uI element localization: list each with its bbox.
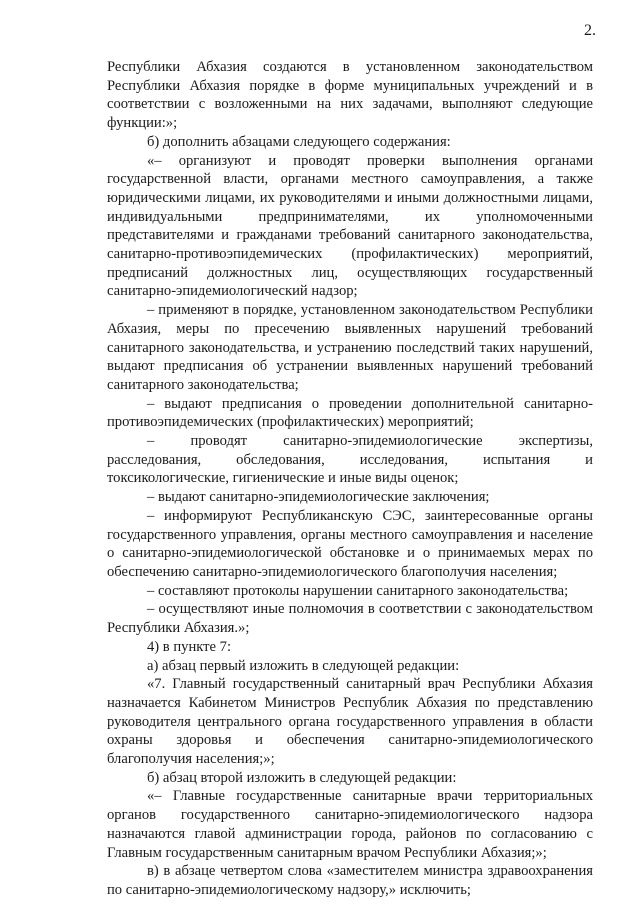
- paragraph: – проводят санитарно-эпидемиологические экспертизы, расследования, обследования, исследования, испытания и токсикологические, гигиенические и иные виды оценок;: [107, 433, 593, 487]
- paragraph: – информируют Республиканскую СЭС, заинтересованные органы государственного управления, органы местного самоуправления и население о санитарно-эпидемиологической обстановке и о принимаемых мерах по обеспечению санитарно-эпидемиологического благополучия населения;: [107, 507, 593, 580]
- paragraph: б) абзац второй изложить в следующей редакции:: [147, 769, 457, 786]
- paragraph: а) абзац первый изложить в следующей редакции:: [147, 657, 460, 674]
- paragraph: 4) в пункте 7:: [147, 638, 232, 655]
- paragraph: – составляют протоколы нарушении санитарного законодательства;: [147, 582, 569, 599]
- paragraph: «– Главные государственные санитарные врачи территориальных органов государственного санитарно-эпидемиологического надзора назначаются главой администрации города, районов по согласованию с Главным государственным санитарным врачом Республики Абхазия;»;: [107, 788, 593, 861]
- paragraph: «7. Главный государственный санитарный врач Республики Абхазия назначается Кабинетом Министров Республик Абхазия по представлению руководителя центрального органа государственного управления в области охраны здоровья и обеспечения санитарно-эпидемиологического благополучия населения;»;: [107, 676, 593, 768]
- paragraph: «– организуют и проводят проверки выполнения органами государственной власти, органами местного самоуправления, а также юридическими лицами, их руководителями и иными должностными лицами, индивидуальными предпринимателями, их уполномоченными представителями и гражданами требований санитарного законодательства, санитарно-противоэпидемических (профилактических) мероприятий, предписаний должностных лиц, осуществляющих государственный санитарно-эпидемиологический надзор;: [107, 152, 593, 300]
- paragraph: Республики Абхазия создаются в установленном законодательством Республики Абхазия порядке в форме муниципальных учреждений и в соответствии с возложенными на них задачами, выполняют следующие функции:»;: [107, 59, 593, 132]
- paragraph: – осуществляют иные полномочия в соответствии с законодательством Республики Абхазия.»;: [107, 601, 593, 637]
- document-body: [107, 58, 593, 900]
- paragraph: – применяют в порядке, установленном законодательством Республики Абхазия, меры по пресечению выявленных нарушений требований санитарного законодательства, и устранению последствий таких нарушений, выдают предписания об устранении выявленных нарушений требований санитарного законодательства;: [107, 302, 593, 393]
- paragraph: – выдают предписания о проведении дополнительной санитарно-противоэпидемических (профилактических) мероприятий;: [107, 395, 593, 431]
- paragraph: б) дополнить абзацами следующего содержания:: [147, 133, 451, 150]
- page-number: 2.: [584, 22, 596, 39]
- paragraph: – выдают санитарно-эпидемиологические заключения;: [147, 489, 490, 506]
- paragraph: в) в абзаце четвертом слова «заместителем министра здравоохранения по санитарно-эпидемиологическому надзору,» исключить;: [107, 863, 593, 898]
